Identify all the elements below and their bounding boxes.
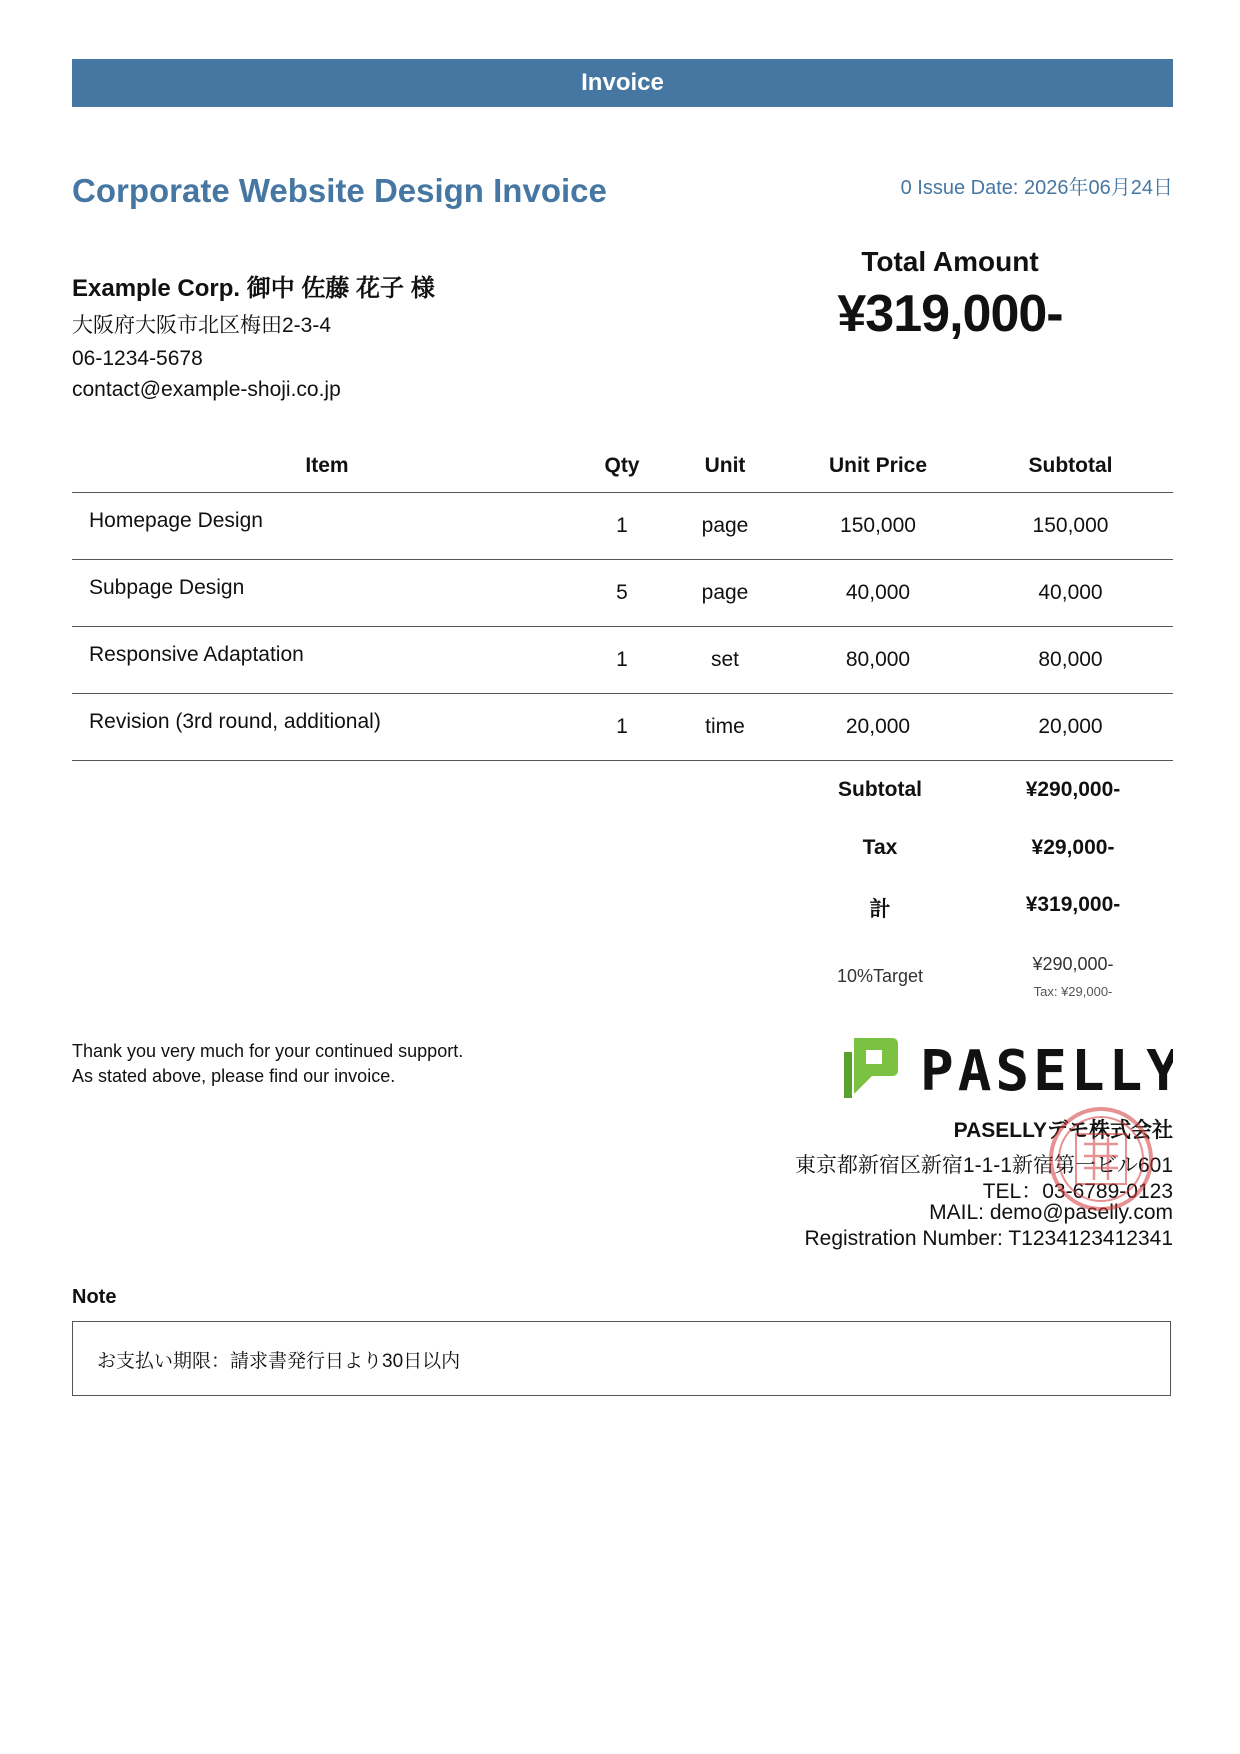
logo-wordmark: PASELLY	[920, 1039, 1173, 1100]
row-subtotal: 150,000	[968, 493, 1173, 560]
row-unit: page	[662, 493, 788, 560]
subtotal-label: Subtotal	[838, 778, 922, 801]
row-unit-price: 20,000	[788, 694, 968, 761]
header-banner	[72, 59, 1173, 107]
issue-date: 0 Issue Date: 2026年06月24日	[900, 177, 1173, 199]
client-address: 大阪府大阪市北区梅田2-3-4	[72, 314, 332, 337]
row-subtotal: 20,000	[968, 694, 1173, 761]
paselly-logo-icon	[842, 1036, 1173, 1100]
row-unit-price: 150,000	[788, 493, 968, 560]
header-unit-price: Unit Price	[788, 440, 968, 493]
row-qty: 1	[582, 627, 662, 694]
row-qty: 1	[582, 694, 662, 761]
table-row	[72, 627, 1173, 694]
header-qty: Qty	[582, 440, 662, 493]
items-table	[72, 440, 1173, 761]
client-email: contact@example-shoji.co.jp	[72, 378, 341, 401]
row-unit-price: 80,000	[788, 627, 968, 694]
row-unit: set	[662, 627, 788, 694]
note-label: Note	[72, 1286, 117, 1308]
total-amount-label: Total Amount	[861, 246, 1039, 277]
company-logo	[842, 1036, 1173, 1100]
row-item: Responsive Adaptation	[72, 627, 582, 694]
row-unit: page	[662, 560, 788, 627]
banner-title: Invoice	[581, 69, 664, 96]
tax-target-tax: Tax: ¥29,000-	[1033, 984, 1113, 999]
row-qty: 5	[582, 560, 662, 627]
tax-target-value: ¥290,000-	[1032, 954, 1114, 974]
header-unit: Unit	[662, 440, 788, 493]
header-item: Item	[72, 440, 582, 493]
row-item: Homepage Design	[72, 493, 582, 560]
row-item: Subpage Design	[72, 560, 582, 627]
company-name: PASELLYデモ株式会社	[953, 1119, 1173, 1142]
seal-icon	[1046, 1104, 1156, 1214]
table-header-row	[72, 440, 1173, 493]
tax-target-label: 10%Target	[836, 966, 924, 986]
header-subtotal: Subtotal	[968, 440, 1173, 493]
row-item: Revision (3rd round, additional)	[72, 694, 582, 761]
subtotal-value: ¥290,000-	[1025, 778, 1121, 801]
row-subtotal: 80,000	[968, 627, 1173, 694]
row-subtotal: 40,000	[968, 560, 1173, 627]
company-mail: MAIL: demo@paselly.com	[929, 1201, 1173, 1224]
thanks-message-line-2: As stated above, please find our invoice.	[72, 1066, 396, 1086]
grand-total-label: 計	[869, 898, 891, 921]
total-amount-value: ¥319,000-	[837, 285, 1063, 343]
company-address: 東京都新宿区新宿1-1-1新宿第一ビル601	[794, 1154, 1173, 1177]
tax-value: ¥29,000-	[1031, 836, 1115, 859]
tax-label: Tax	[862, 836, 898, 859]
row-unit-price: 40,000	[788, 560, 968, 627]
document-title: Corporate Website Design Invoice	[72, 172, 607, 209]
note-text: お支払い期限：請求書発行日より30日以内	[97, 1351, 461, 1372]
client-name: Example Corp. 御中 佐藤 花子 様	[72, 275, 435, 302]
company-seal-stamp	[1046, 1104, 1156, 1214]
table-row	[72, 560, 1173, 627]
row-unit: time	[662, 694, 788, 761]
table-row	[72, 694, 1173, 761]
thanks-message-line-1: Thank you very much for your continued support.	[72, 1041, 464, 1061]
grand-total-value: ¥319,000-	[1025, 893, 1121, 916]
client-phone: 06-1234-5678	[72, 347, 203, 370]
row-qty: 1	[582, 493, 662, 560]
company-tel: TEL：03-6789-0123	[982, 1180, 1173, 1203]
table-row	[72, 493, 1173, 560]
company-registration: Registration Number: T1234123412341	[804, 1227, 1173, 1250]
